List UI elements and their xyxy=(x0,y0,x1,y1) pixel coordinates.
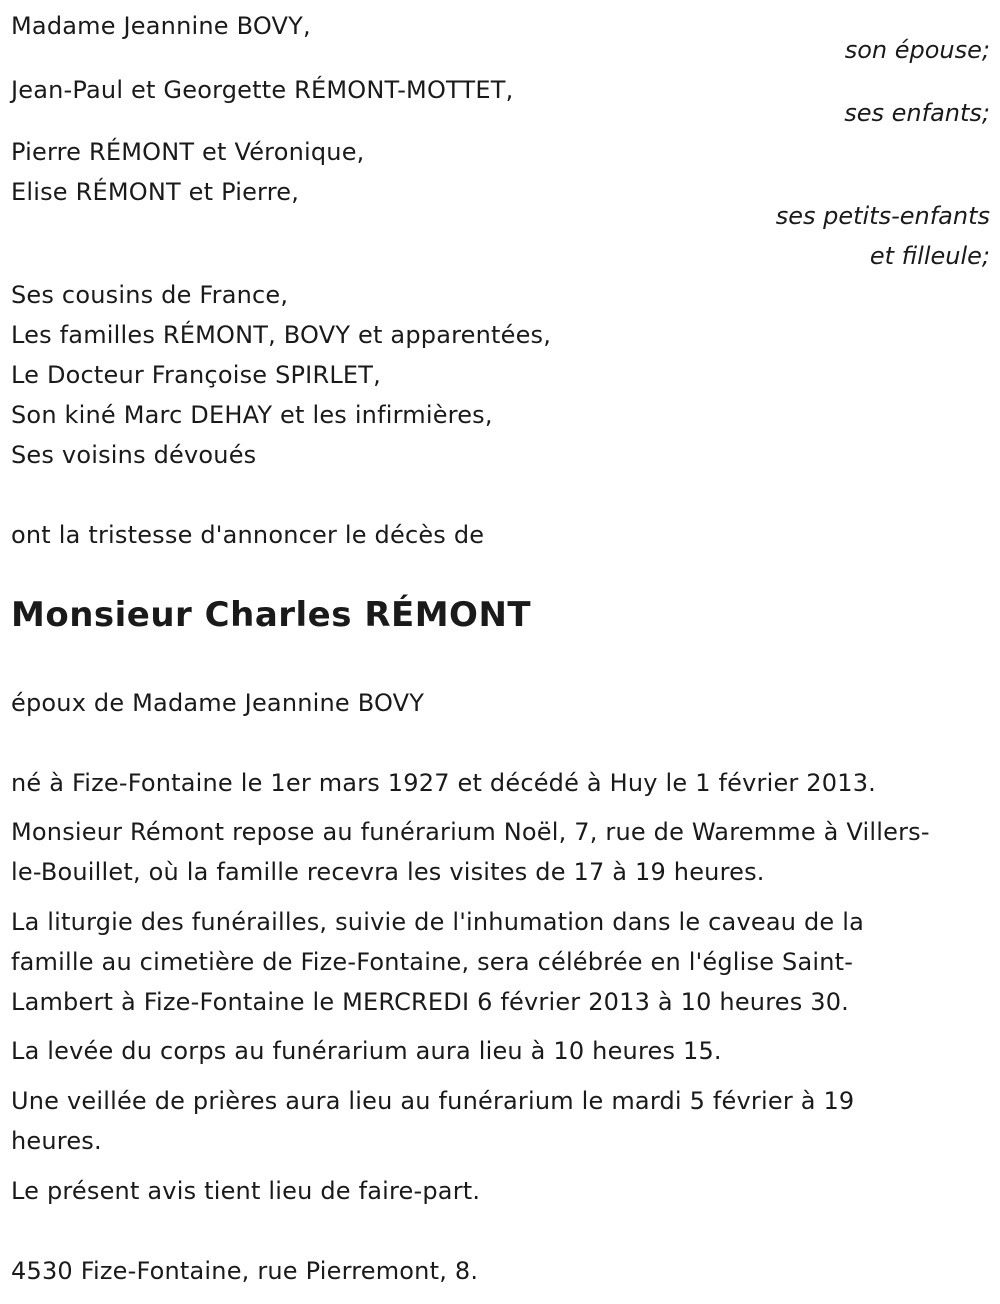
grandchild-1: Pierre RÉMONT et Véronique, xyxy=(11,138,365,166)
other-mourner: Le Docteur Françoise SPIRLET, xyxy=(11,361,381,389)
liturgy-paragraph: La liturgie des funérailles, suivie de l'inhumation dans le caveau de la famille au cimetière de Fize-Fontaine, sera célébrée en l'église Saint-Lambert à Fize-Fontaine le MERCREDI 6 février 2013 à 10 heures 30. xyxy=(11,908,864,1016)
vigil-paragraph: Une veillée de prières aura lieu au funérarium le mardi 5 février à 19 heures. xyxy=(11,1087,855,1155)
other-mourner: Ses voisins dévoués xyxy=(11,441,257,469)
other-mourner: Les familles RÉMONT, BOVY et apparentées, xyxy=(11,321,552,349)
other-mourner: Son kiné Marc DEHAY et les infirmières, xyxy=(11,401,493,429)
announcement: ont la tristesse d'annoncer le décès de xyxy=(11,521,485,549)
address: 4530 Fize-Fontaine, rue Pierremont, 8. xyxy=(11,1257,479,1285)
children-role: ses enfants; xyxy=(844,99,990,127)
deceased-name: Monsieur Charles RÉMONT xyxy=(11,595,532,635)
grandchildren-role-2: et filleule; xyxy=(869,242,990,270)
removal-paragraph: La levée du corps au funérarium aura lieu à 10 heures 15. xyxy=(11,1037,722,1065)
birth-death-paragraph: né à Fize-Fontaine le 1er mars 1927 et décédé à Huy le 1 février 2013. xyxy=(11,769,877,797)
grandchild-2: Elise RÉMONT et Pierre, xyxy=(11,178,300,206)
spouse-of: époux de Madame Jeannine BOVY xyxy=(11,689,425,717)
notice-paragraph: Le présent avis tient lieu de faire-part. xyxy=(11,1177,481,1205)
children-name: Jean-Paul et Georgette RÉMONT-MOTTET, xyxy=(11,76,514,104)
grandchildren-role-1: ses petits-enfants xyxy=(775,202,990,230)
spouse-role: son épouse; xyxy=(844,36,990,64)
funerarium-paragraph: Monsieur Rémont repose au funérarium Noël, 7, rue de Waremme à Villers-le-Bouillet, où la famille recevra les visites de 17 à 19 heures. xyxy=(11,818,930,886)
other-mourner: Ses cousins de France, xyxy=(11,281,289,309)
spouse-name: Madame Jeannine BOVY, xyxy=(11,12,311,40)
